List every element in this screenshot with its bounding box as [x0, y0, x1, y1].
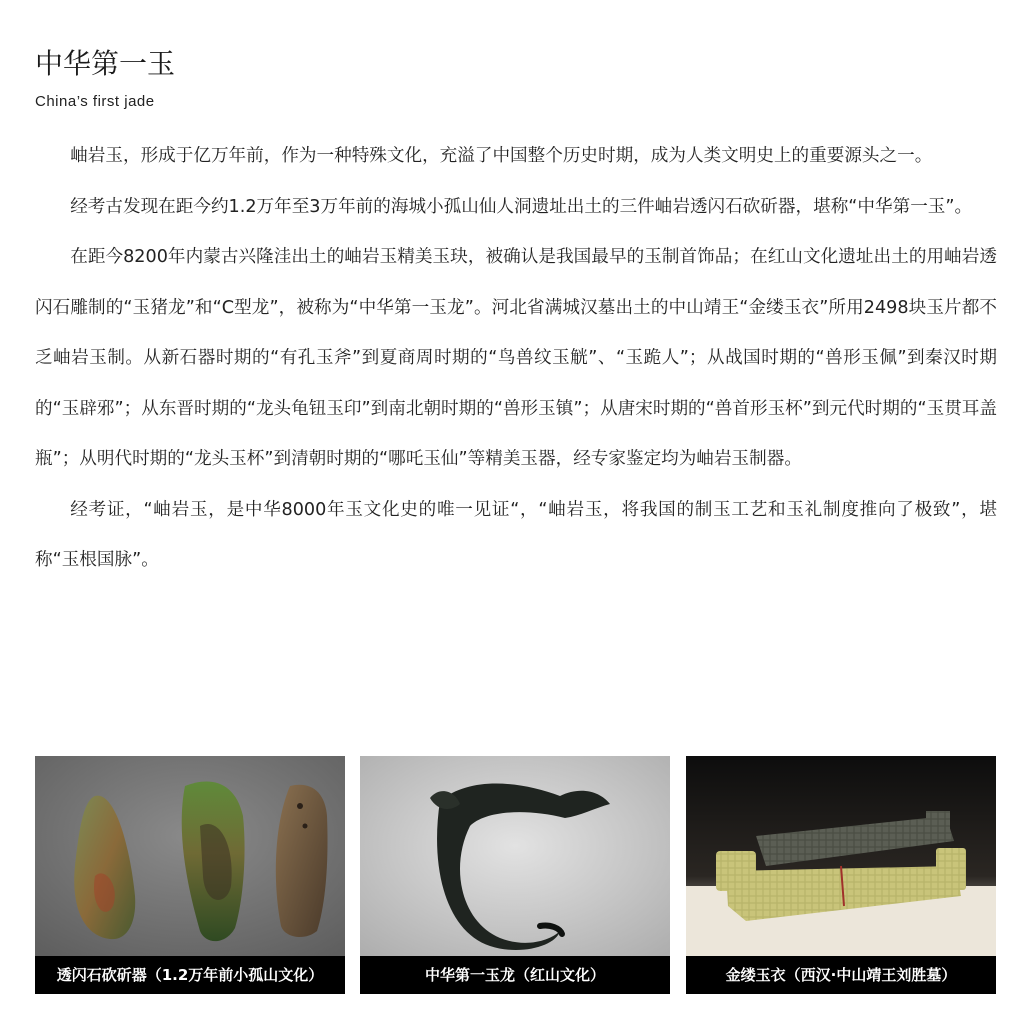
gallery-caption: 金缕玉衣（西汉·中山靖王刘胜墓） — [686, 956, 996, 994]
page-subtitle: China’s first jade — [35, 93, 155, 110]
jade-tools-photo — [35, 756, 345, 956]
jade-dragon-photo — [360, 756, 670, 956]
gallery-caption: 中华第一玉龙（红山文化） — [360, 956, 670, 994]
gallery-card-jade-tools — [35, 756, 345, 994]
paragraph: 岫岩玉，形成于亿万年前，作为一种特殊文化，充溢了中国整个历史时期，成为人类文明史上的重要源头之一。 — [70, 146, 933, 166]
page-title: 中华第一玉 — [35, 47, 176, 80]
paragraph: 经考证，“岫岩玉，是中华8000年玉文化史的唯一见证“，“岫岩玉，将我国的制玉工艺和玉礼制度推向了极致”，堪称“玉根国脉”。 — [35, 499, 997, 570]
gallery-card-jade-dragon — [360, 756, 670, 994]
gallery-card-jade-suit — [686, 756, 996, 994]
article-body — [35, 131, 997, 586]
paragraph: 经考古发现在距今约1.2万年至3万年前的海城小孤山仙人洞遗址出土的三件岫岩透闪石砍斫器，堪称“中华第一玉”。 — [70, 196, 973, 217]
jade-suit-photo — [686, 756, 996, 956]
gallery-caption: 透闪石砍斫器（1.2万年前小孤山文化） — [35, 956, 345, 994]
paragraph: 在距今8200年内蒙古兴隆洼出土的岫岩玉精美玉玦，被确认是我国最早的玉制首饰品；在红山文化遗址出土的用岫岩透闪石雕制的“玉猪龙”和“C型龙”，被称为“中华第一玉龙”。河北省满城汉墓出土的中山靖王“金缕玉衣”所用2498块玉片都不乏岫岩玉制。从新石器时期的“有孔玉斧”到夏商周时期的“鸟兽纹玉觥”、“玉跪人”；从战国时期的“兽形玉佩”到秦汉时期的“玉辟邪”；从东晋时期的“龙头龟钮玉印”到南北朝时期的“兽形玉镇”；从唐宋时期的“兽首形玉杯”到元代时期的“玉贯耳盖瓶”；从明代时期的“龙头玉杯”到清朝时期的“哪吒玉仙”等精美玉器，经专家鉴定均为岫岩玉制器。 — [35, 247, 997, 469]
